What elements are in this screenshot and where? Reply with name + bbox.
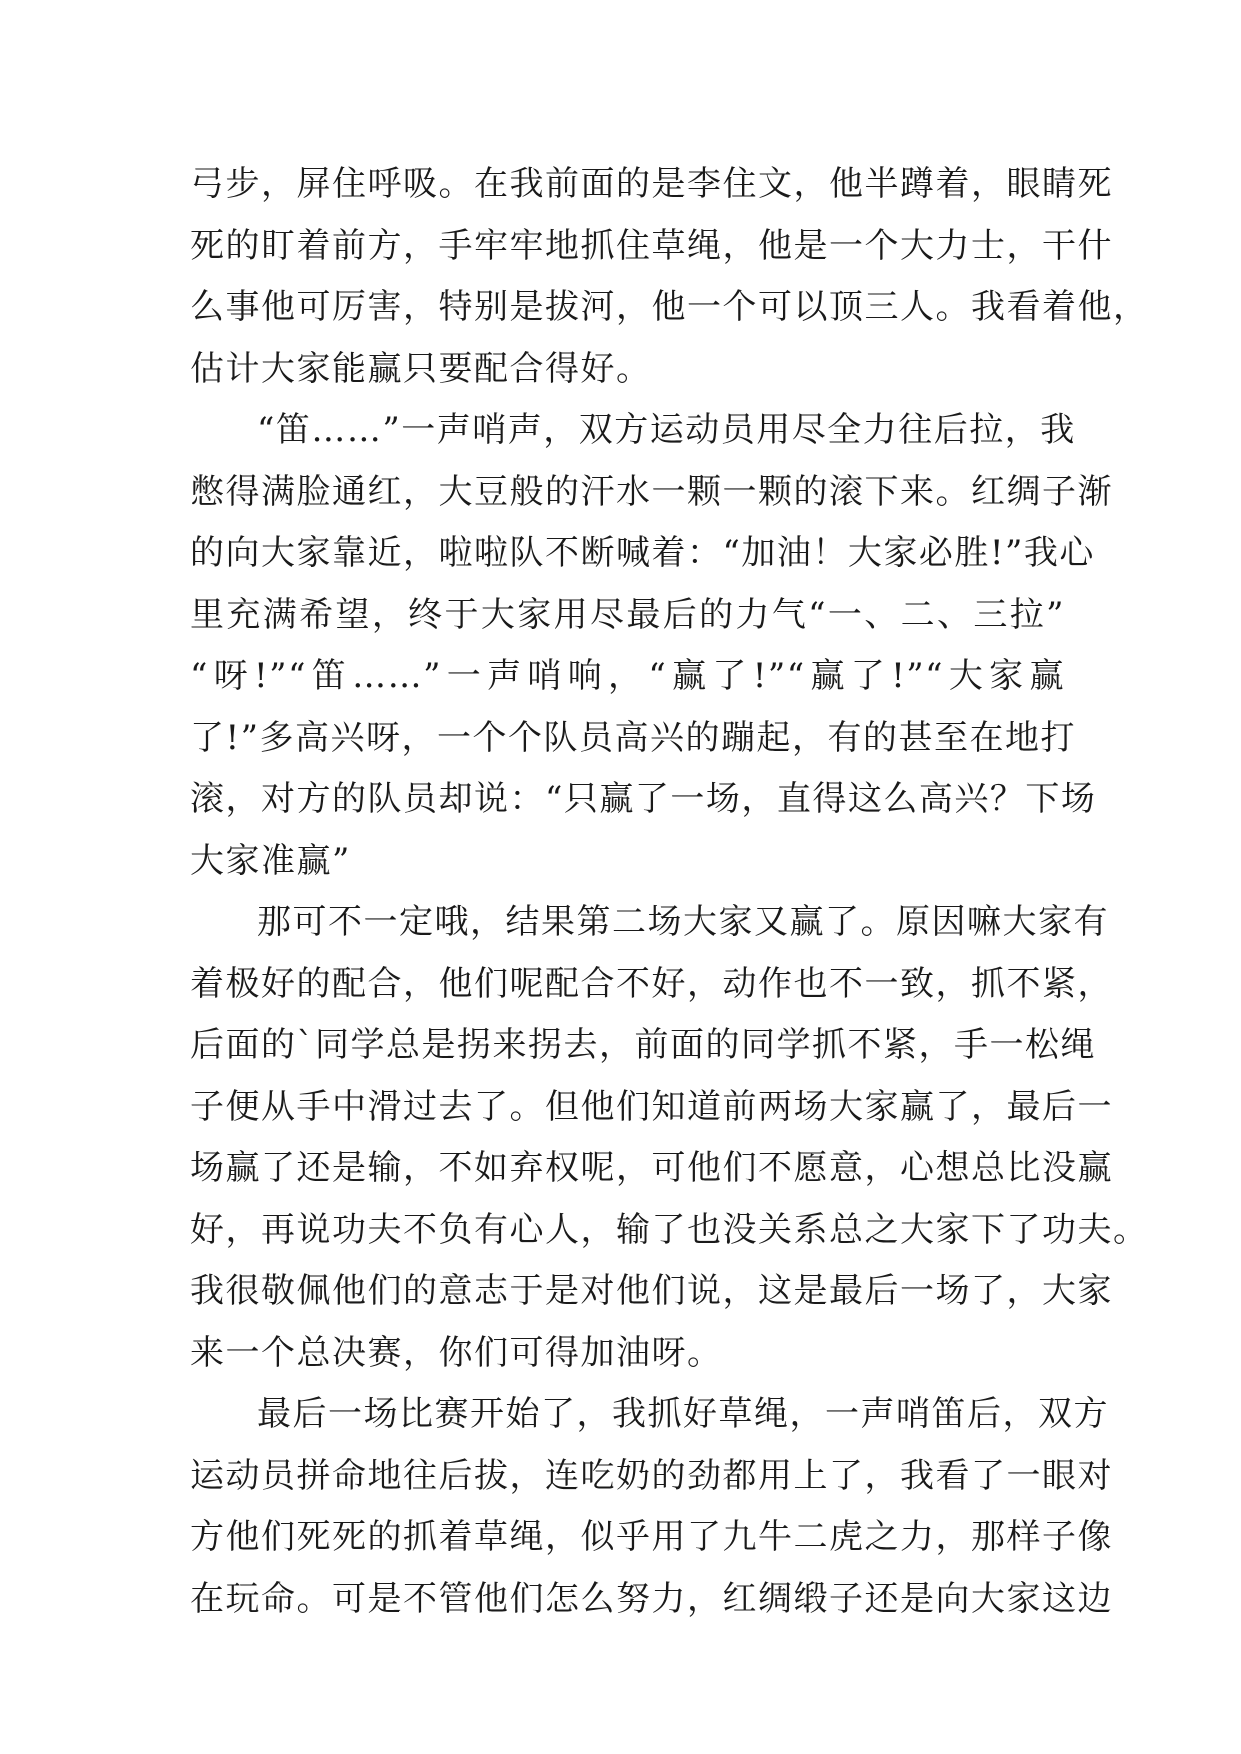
- text-line-2: 死的盯着前方，手牢牢地抓住草绳，他是一个大力士，干什: [190, 225, 1113, 266]
- paragraph-start-2: “笛……”一声哨声，双方运动员用尽全力往后拉，我: [257, 410, 1076, 450]
- text-line-11: 滚，对方的队员却说：“只赢了一场，直得这么高兴？下场: [190, 779, 1097, 819]
- text-line-9: “呀!”“笛……”一声哨响，“赢了!”“赢了!”“大家赢: [190, 656, 1065, 696]
- text-line-19: 我很敬佩他们的意志于是对他们说，这是最后一场了，大家: [190, 1271, 1113, 1311]
- text-line-1: 弓步，屏住呼吸。在我前面的是李住文，他半蹲着，眼睛死: [190, 164, 1113, 204]
- text-line-8: 里充满希望，终于大家用尽最后的力气“一、二、三拉”: [190, 594, 1065, 635]
- text-line-22: 运动员拼命地往后拔，连吃奶的劲都用上了，我看了一眼对: [190, 1455, 1113, 1496]
- text-line-16: 子便从手中滑过去了。但他们知道前两场大家赢了，最后一: [190, 1086, 1113, 1127]
- text-line-18: 好，再说功夫不负有心人，输了也没关系总之大家下了功夫。: [190, 1209, 1149, 1250]
- text-line-6: 憋得满脸通红，大豆般的汗水一颗一颗的滚下来。红绸子渐: [190, 471, 1113, 512]
- text-line-12: 大家准赢”: [190, 840, 351, 881]
- text-line-10: 了!”多高兴呀，一个个队员高兴的蹦起，有的甚至在地打: [190, 717, 1077, 758]
- text-line-4: 估计大家能赢只要配合得好。: [190, 348, 652, 389]
- paragraph-start-4: 最后一场比赛开始了，我抓好草绳，一声哨笛后，双方: [257, 1394, 1109, 1434]
- essay-body: [190, 154, 1149, 1630]
- text-line-15: 后面的`同学总是拐来拐去，前面的同学抓不紧，手一松绳: [190, 1025, 1096, 1065]
- text-line-14: 着极好的配合，他们呢配合不好，动作也不一致，抓不紧，: [190, 963, 1113, 1004]
- text-line-23: 方他们死死的抓着草绳，似乎用了九牛二虎之力，那样子像: [190, 1517, 1113, 1557]
- text-line-7: 的向大家靠近，啦啦队不断喊着：“加油！大家必胜!”我心: [190, 533, 1095, 573]
- text-line-3: 么事他可厉害，特别是拔河，他一个可以顶三人。我看着他，: [190, 287, 1149, 327]
- text-line-20: 来一个总决赛，你们可得加油呀。: [190, 1332, 723, 1373]
- text-line-24: 在玩命。可是不管他们怎么努力，红绸缎子还是向大家这边: [190, 1578, 1113, 1619]
- paragraph-start-3: 那可不一定哦，结果第二场大家又赢了。原因嘛大家有: [257, 902, 1109, 942]
- text-line-17: 场赢了还是输，不如弃权呢，可他们不愿意，心想总比没赢: [190, 1148, 1113, 1188]
